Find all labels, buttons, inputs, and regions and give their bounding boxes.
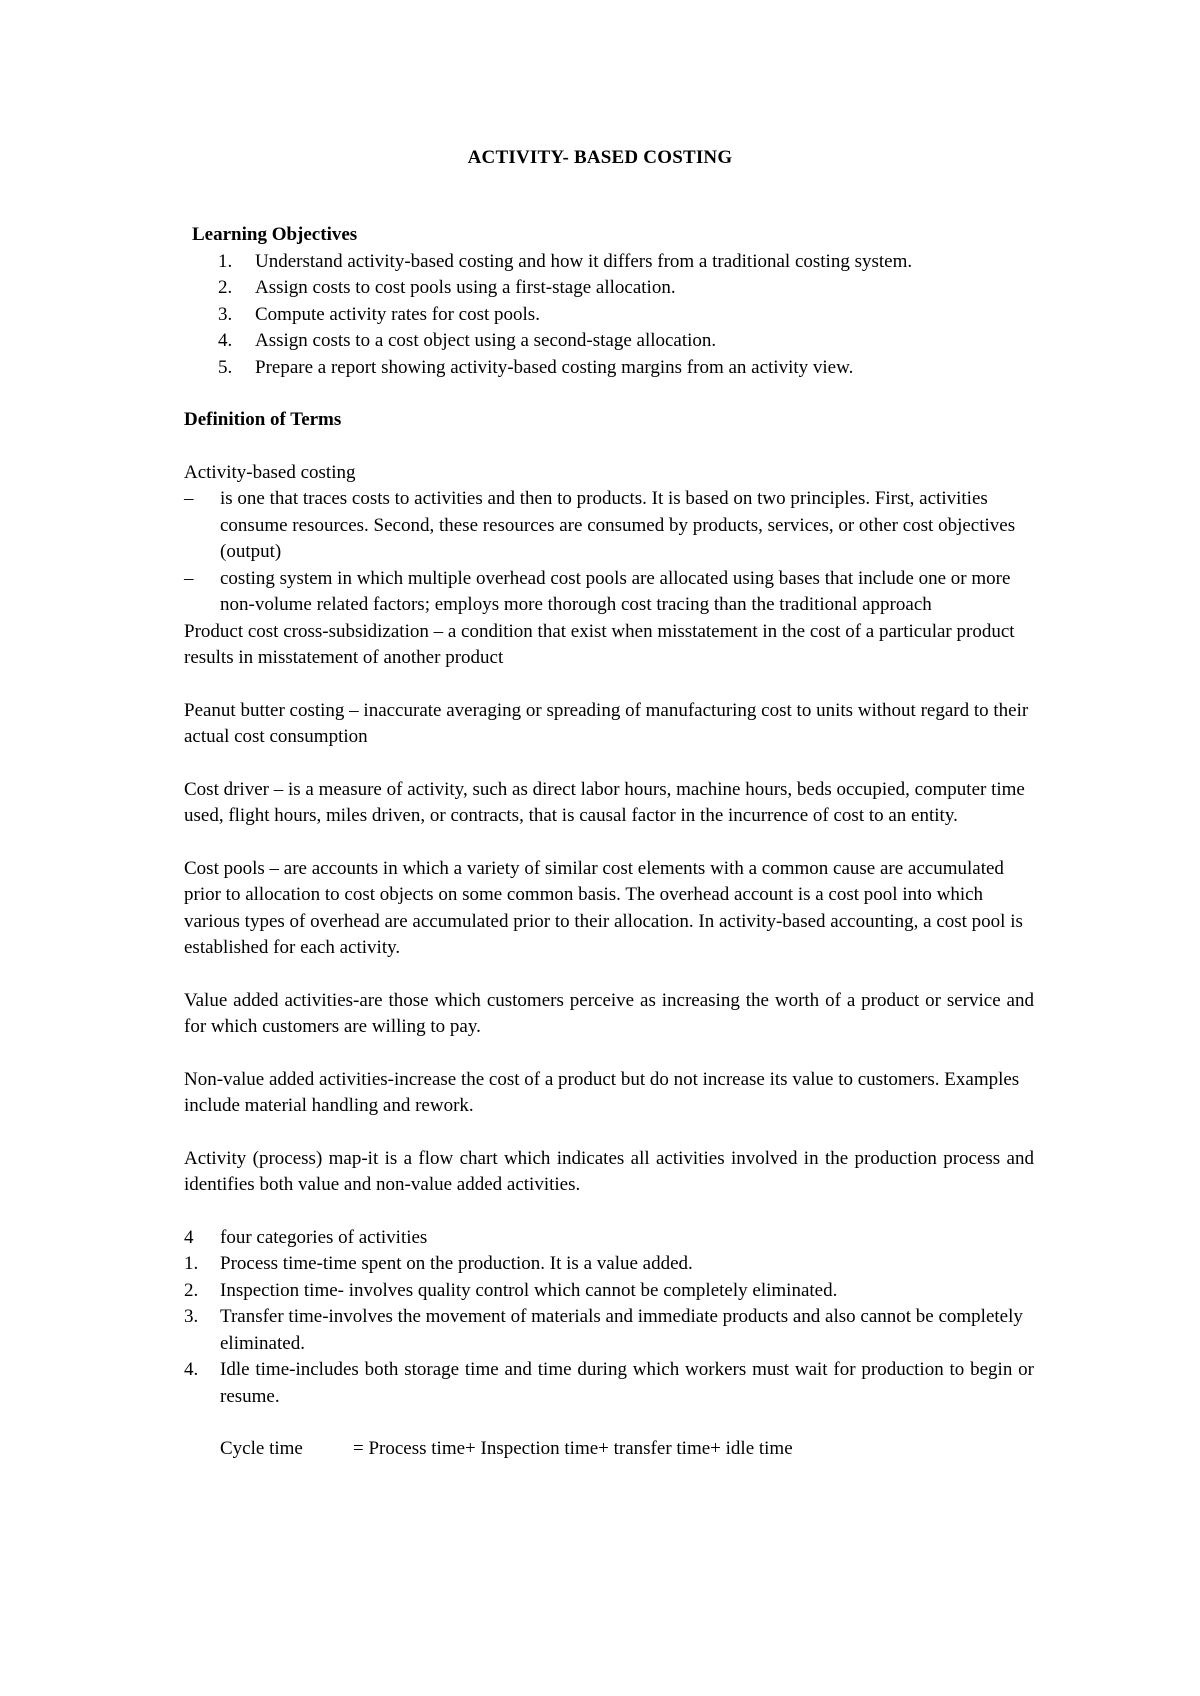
category-number: 3. — [184, 1306, 199, 1327]
dash-marker: – — [184, 567, 194, 589]
document-title: ACTIVITY- BASED COSTING — [467, 147, 733, 168]
peanut-butter-costing-definition: Peanut butter costing – inaccurate averaging or spreading of manufacturing cost to units without regard to their actual cost consumption — [184, 699, 1029, 747]
objective-text: Understand activity-based costing and how it differs from a traditional costing system. — [255, 250, 913, 272]
non-value-added-activities-definition: Non-value added activities-increase the cost of a product but do not increase its value to customers. Examples include material handling and rework. — [184, 1068, 1020, 1116]
category-text: Idle time-includes both storage time and time during which workers must wait for production to begin or resume. — [220, 1359, 1034, 1407]
document-body — [184, 222, 1034, 1463]
abc-definition-text: is one that traces costs to activities and then to products. It is based on two principles. First, activities consume resources. Second, these resources are consumed by products, services, or other cost objectives (output) — [220, 488, 1016, 562]
categories-heading-text: four categories of activities — [220, 1226, 428, 1248]
learning-objectives-heading: Learning Objectives — [192, 224, 358, 245]
abc-definition-list — [184, 486, 1034, 619]
category-number: 1. — [184, 1253, 199, 1274]
category-text: Process time-time spent on the production. It is a value added. — [220, 1253, 693, 1274]
categories-count: 4 — [184, 1226, 194, 1248]
objective-number: 3. — [218, 303, 233, 325]
formula-label: Cycle time — [220, 1438, 303, 1459]
category-item — [184, 1304, 1034, 1357]
objective-text: Compute activity rates for cost pools. — [255, 303, 540, 325]
category-text: Transfer time-involves the movement of materials and immediate products and also cannot be completely eliminated. — [220, 1306, 1023, 1354]
objective-number: 5. — [218, 356, 233, 378]
objective-item — [184, 355, 1034, 382]
abc-definition-item — [184, 486, 1034, 566]
cross-subsidization-definition: Product cost cross-subsidization – a condition that exist when misstatement in the cost of a particular product results in misstatement of another product — [184, 620, 1015, 668]
activity-categories-list — [184, 1251, 1034, 1410]
objective-number: 1. — [218, 250, 233, 272]
cost-pools-definition: Cost pools – are accounts in which a variety of similar cost elements with a common cause are accumulated prior to allocation to cost objects on some common basis. The overhead account is a cost pool into which various types of overhead are accumulated prior to their allocation. In activity-based accounting, a cost pool is established for each activity. — [184, 857, 1023, 958]
dash-marker: – — [184, 488, 194, 509]
formula-expression: = Process time+ Inspection time+ transfer time+ idle time — [353, 1438, 793, 1459]
definition-of-terms-heading: Definition of Terms — [184, 409, 342, 430]
objective-text: Assign costs to a cost object using a second-stage allocation. — [255, 330, 717, 351]
category-item — [184, 1251, 1034, 1278]
category-text: Inspection time- involves quality control which cannot be completely eliminated. — [220, 1279, 838, 1301]
categories-heading — [184, 1225, 1034, 1252]
objective-item — [184, 275, 1034, 302]
objective-number: 4. — [218, 330, 233, 351]
category-number: 2. — [184, 1279, 199, 1301]
category-item — [184, 1357, 1034, 1410]
objective-number: 2. — [218, 277, 233, 298]
abc-definition-item — [184, 566, 1034, 619]
abc-definition-term: Activity-based costing — [184, 461, 356, 483]
activity-map-definition: Activity (process) map-it is a flow chart which indicates all activities involved in the production process and identifies both value and non-value added activities. — [184, 1147, 1034, 1195]
cost-driver-definition: Cost driver – is a measure of activity, such as direct labor hours, machine hours, beds occupied, computer time used, flight hours, miles driven, or contracts, that is causal factor in the incurrence of cost to an entity. — [184, 778, 1025, 826]
objective-text: Assign costs to cost pools using a first-stage allocation. — [255, 277, 676, 298]
cycle-time-formula — [184, 1436, 1034, 1463]
objective-item — [184, 249, 1034, 276]
objective-text: Prepare a report showing activity-based costing margins from an activity view. — [255, 356, 854, 378]
objective-item — [184, 302, 1034, 329]
category-number: 4. — [184, 1359, 199, 1380]
objective-item — [184, 328, 1034, 355]
category-item — [184, 1278, 1034, 1305]
value-added-activities-definition: Value added activities-are those which customers perceive as increasing the worth of a product or service and for which customers are willing to pay. — [184, 989, 1034, 1037]
abc-definition-text: costing system in which multiple overhead cost pools are allocated using bases that include one or more non-volume related factors; employs more thorough cost tracing than the traditional approach — [220, 567, 1011, 615]
learning-objectives-list — [184, 249, 1034, 382]
